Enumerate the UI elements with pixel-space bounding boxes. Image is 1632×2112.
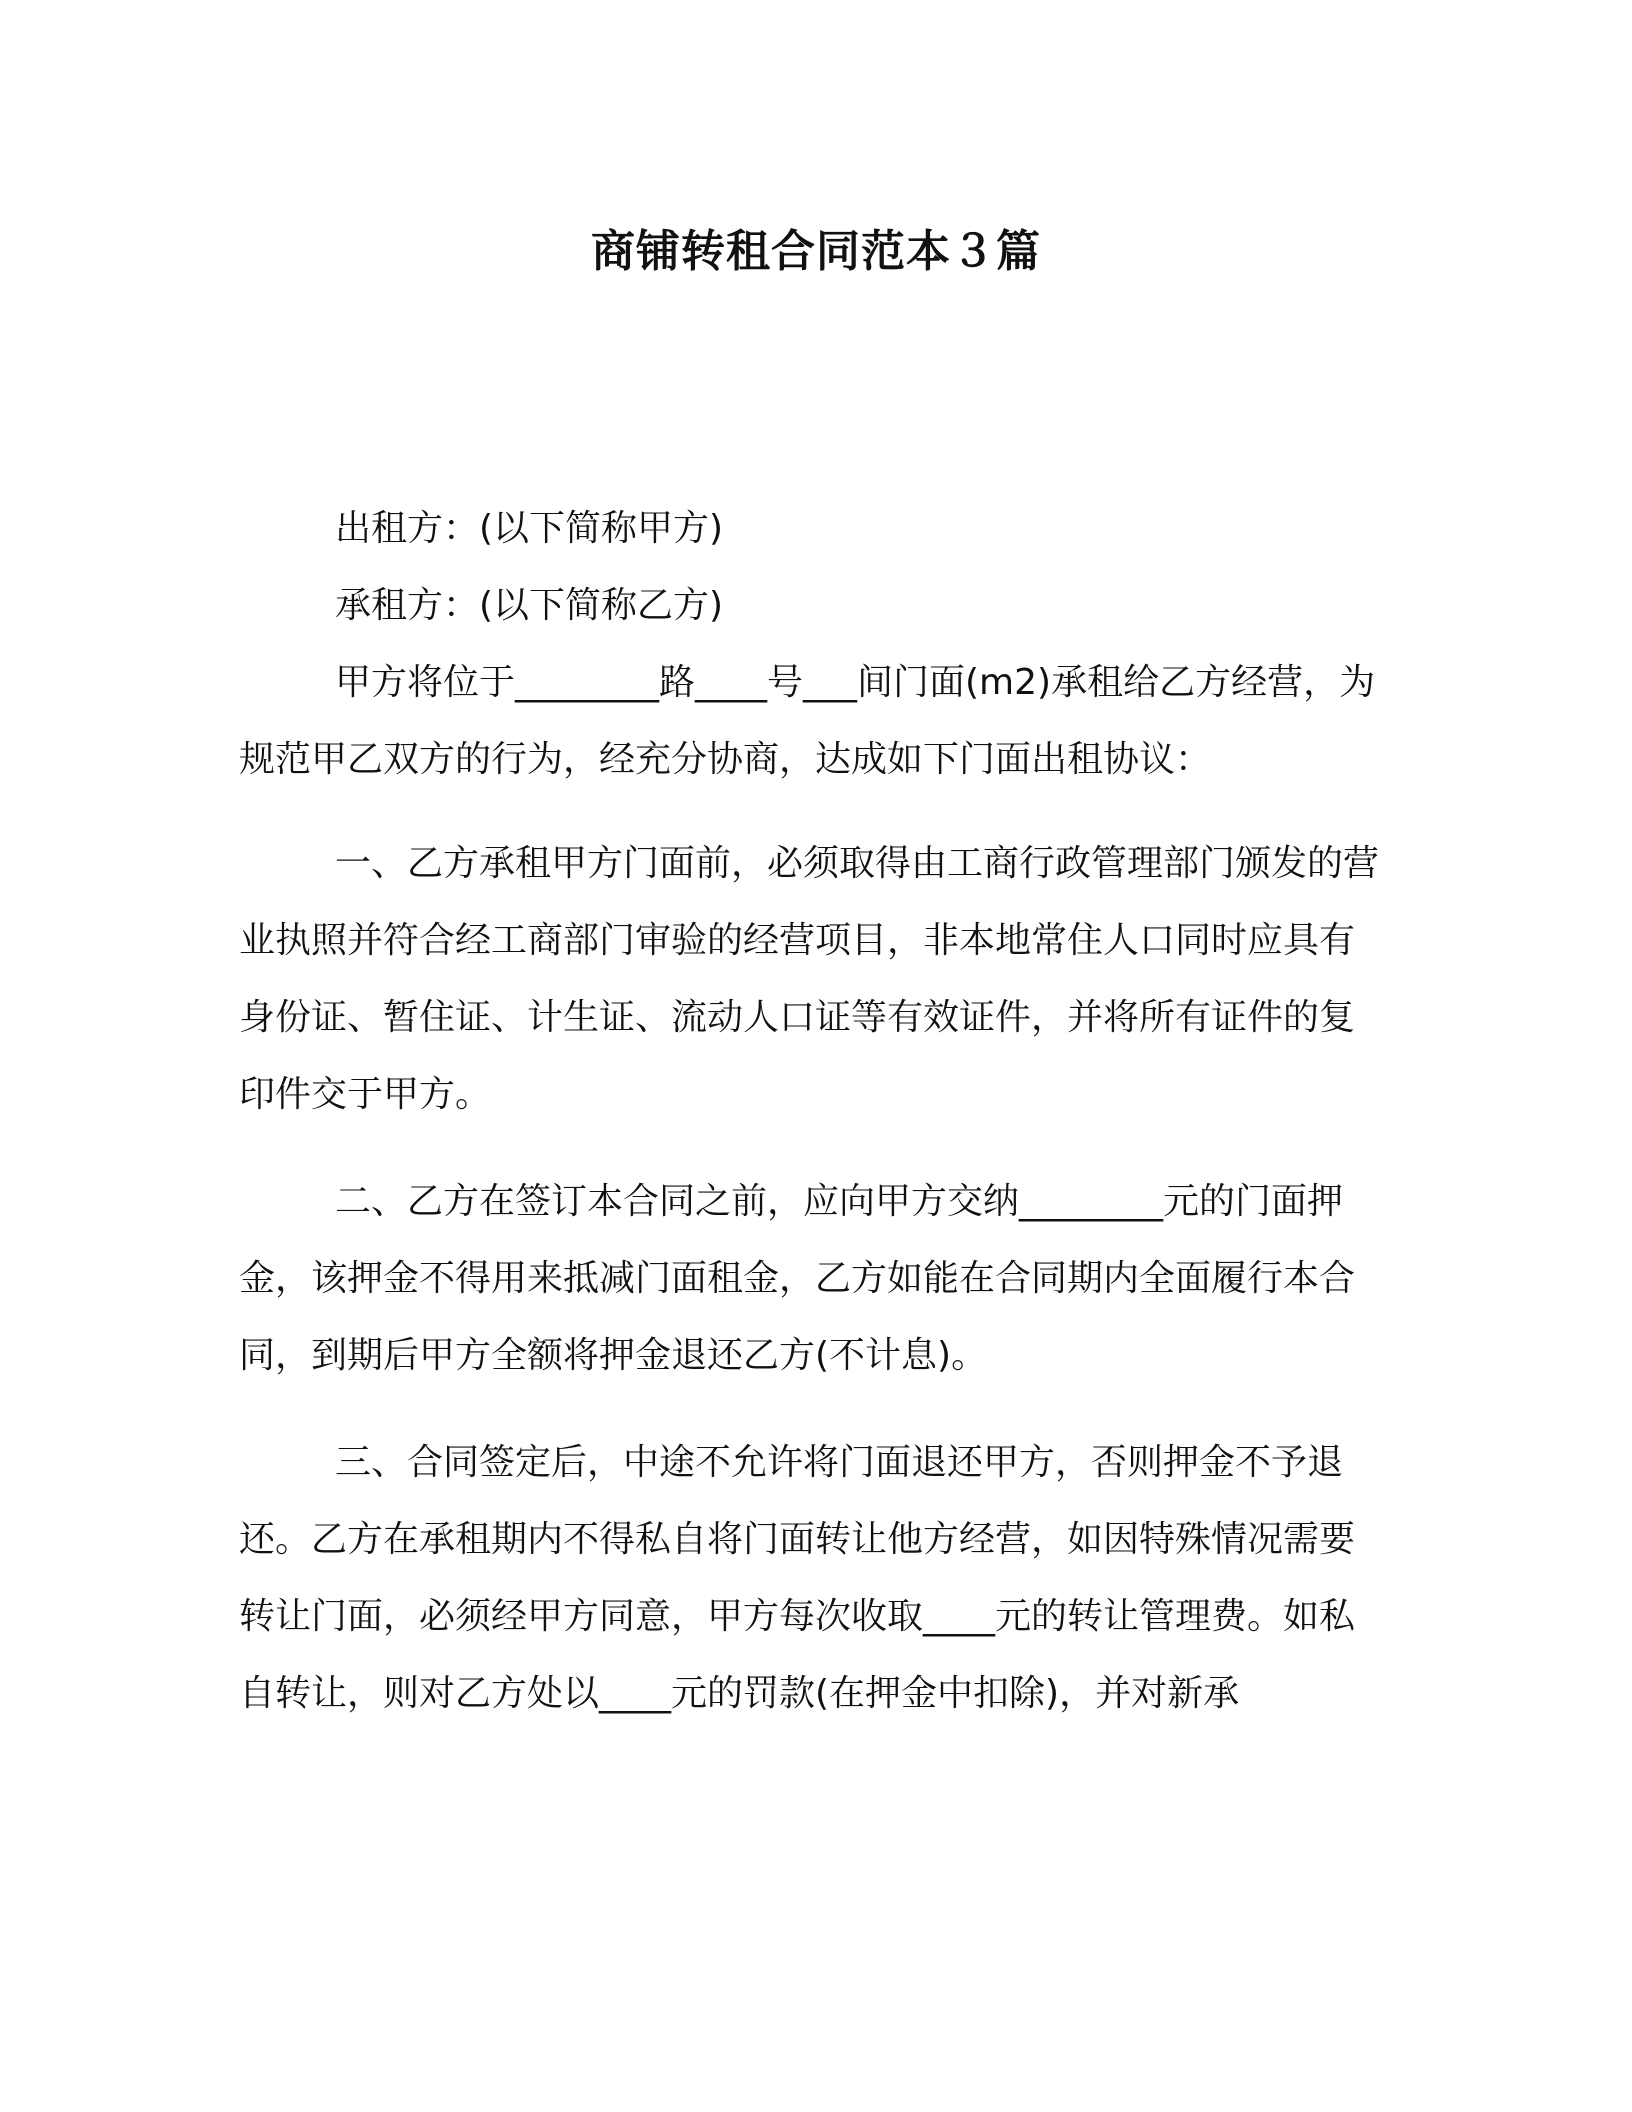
paragraph-clause-2: 二、乙方在签订本合同之前，应向甲方交纳________元的门面押金，该押金不得用来抵减门面租金，乙方如能在合同期内全面履行本合同，到期后甲方全额将押金退还乙方(不计息)。: [239, 1181, 1356, 1376]
paragraph-lessor: 出租方：(以下简称甲方): [335, 508, 724, 549]
paragraph-clause-3: 三、合同签定后，中途不允许将门面退还甲方，否则押金不予退还。乙方在承租期内不得私自将门面转让他方经营，如因特殊情况需要转让门面，必须经甲方同意，甲方每次收取____元的转让管理费。如私自转让，则对乙方处以____元的罚款(在押金中扣除)，并对新承: [239, 1442, 1356, 1714]
document-body: [239, 490, 1379, 1732]
paragraph-clause-1: 一、乙方承租甲方门面前，必须取得由工商行政管理部门颁发的营业执照并符合经工商部门审验的经营项目，非本地常住人口同时应具有身份证、暂住证、计生证、流动人口证等有效证件，并将所有证件的复印件交于甲方。: [239, 843, 1380, 1115]
document-title: 商铺转租合同范本３篇: [591, 226, 1041, 277]
paragraph-intro: 甲方将位于________路____号___间门面(m2)承租给乙方经营，为规范甲乙双方的行为，经充分协商，达成如下门面出租协议：: [239, 662, 1376, 780]
paragraph-lessee: 承租方：(以下简称乙方): [335, 585, 724, 626]
